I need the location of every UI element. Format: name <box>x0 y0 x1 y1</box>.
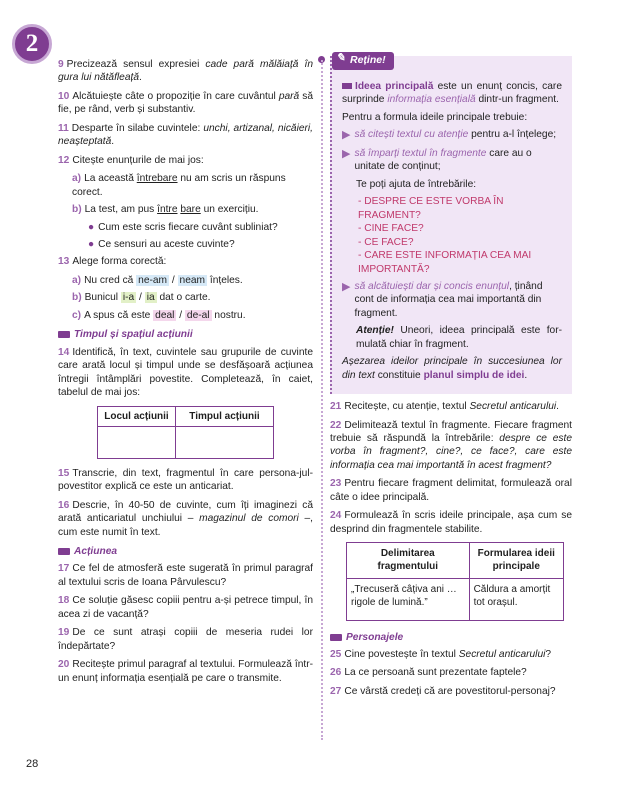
question-number: 18 <box>58 595 70 607</box>
option-2: neam <box>179 274 206 286</box>
fragment-table <box>346 542 564 620</box>
question-number: 24 <box>330 510 342 522</box>
arrow-icon: ▶ <box>342 280 351 293</box>
question-number: 15 <box>58 467 70 479</box>
question-12 <box>58 154 313 167</box>
attention-text: Uneori, ideea principală este for-mulată chiar în fragment. <box>356 325 562 350</box>
question-20 <box>58 658 313 685</box>
helper-question: - CINE FACE? <box>358 223 424 235</box>
question-text: Citește enunțurile de mai jos: <box>72 154 204 166</box>
arrow-text: pentru a-l înțelege; <box>468 129 557 141</box>
question-text: De ce sunt atrași copiii de meseria rudei lor îndepărtate? <box>58 627 313 652</box>
bullet-item <box>88 238 313 251</box>
question-text: Alcătuiește câte o propoziție în care cuvântul <box>72 90 279 102</box>
question-number: 16 <box>58 499 70 511</box>
question-italic: pară <box>278 90 300 102</box>
item-12b <box>72 203 313 216</box>
question-22 <box>330 419 572 473</box>
question-text: Alege forma corectă: <box>72 256 167 268</box>
question-number: 22 <box>330 419 342 431</box>
question-end: ? <box>545 649 552 661</box>
section-tag-icon <box>58 548 70 555</box>
section-title <box>58 328 313 341</box>
item-text: nostru. <box>211 309 246 321</box>
plan-text: . <box>524 369 528 381</box>
item-letter: a) <box>72 173 82 185</box>
question-21 <box>330 400 572 413</box>
question-text: Identifică, în text, cuvintele sau grupurile de cuvinte care arată locul și timpul unde se desfășoară acțiunea întregii întâmplări povestite. Completează, în caiet, tabelul de mai jos: <box>58 346 313 399</box>
bullet-item <box>88 221 313 234</box>
item-letter: b) <box>72 204 82 216</box>
question-end: . <box>111 136 115 148</box>
question-10 <box>58 90 313 117</box>
question-text: Formulează în scris ideile principale, așa cum se desprind din fragmentele stabilite. <box>330 510 572 535</box>
item-12a <box>72 172 313 199</box>
option-separator: / <box>176 309 185 321</box>
question-text: La ce persoană sunt prezentate faptele? <box>344 667 527 679</box>
arrow-italic: să împarți textul în fragmente <box>354 147 487 159</box>
bullet-icon: ● <box>88 238 95 250</box>
underlined-word: între <box>157 204 178 216</box>
item-13b <box>72 291 313 304</box>
table-header: Formularea ideii principale <box>469 543 563 578</box>
page-number: 28 <box>26 758 39 770</box>
item-letter: a) <box>72 274 82 286</box>
item-text: Bunicul <box>84 292 121 304</box>
question-number: 11 <box>58 122 69 134</box>
retine-label <box>332 52 394 70</box>
highlight-italic: informația esențială <box>387 94 476 106</box>
table-header: Delimitarea fragmentului <box>347 543 470 578</box>
arrow-text: care au o unitate de conținut; <box>354 147 532 173</box>
question-end: . <box>556 401 559 413</box>
question-14 <box>58 346 313 400</box>
helper-question: - DESPRE CE ESTE VORBA ÎN FRAGMENT? <box>358 196 504 221</box>
helper-question: - CE FACE? <box>358 236 414 248</box>
question-end: . <box>139 72 142 84</box>
arrow-italic: să citești textul cu atenție <box>354 129 469 141</box>
option-2: de-al <box>186 309 210 321</box>
arrow-item <box>342 147 562 174</box>
helper-questions <box>354 195 562 276</box>
question-text: Desparte în silabe cuvintele: <box>71 122 204 134</box>
table-cell <box>98 426 176 458</box>
right-column <box>330 52 572 703</box>
question-text: Pentru fiecare fragment delimitat, formulează oral câte o idee principală. <box>330 478 572 503</box>
definition-text: dintr-un fragment. <box>475 94 559 106</box>
table-header: Timpul acțiunii <box>176 406 274 426</box>
question-text: Ce soluție găsesc copiii pentru a-și petrece timpul, în acea zi de vacanță? <box>58 595 313 620</box>
item-13c <box>72 309 313 322</box>
column-divider <box>321 60 323 740</box>
question-26 <box>330 666 572 679</box>
highlight-term: Ideea principală <box>355 81 434 92</box>
bullet-text: Cum este scris fiecare cuvânt subliniat? <box>98 221 278 233</box>
helper-question: - CARE ESTE INFORMAȚIA CEA MAI IMPORTANTĂ? <box>358 250 532 275</box>
table-cell <box>176 426 274 458</box>
option-separator: / <box>136 292 145 304</box>
underlined-word: întrebare <box>136 173 178 185</box>
question-17 <box>58 562 313 589</box>
question-italic: Secretul anticarului <box>469 401 557 413</box>
arrow-text: , ținând cont de informația cea mai importantă din fragment. <box>354 280 543 319</box>
question-italic: Secretul anticarului <box>458 649 546 661</box>
question-number: 27 <box>330 685 342 697</box>
question-11 <box>58 122 313 149</box>
question-number: 26 <box>330 667 342 679</box>
item-letter: b) <box>72 292 82 304</box>
question-text: Transcrie, din text, fragmentul în care persona-jul-povestitor explică ce este un anticariat. <box>58 467 313 493</box>
question-italic: cade pară mălăiață în gura lui nătăfleață <box>58 59 313 84</box>
question-text: Cine povestește în textul <box>344 649 459 661</box>
question-number: 12 <box>58 154 70 166</box>
plan-text: constituie <box>374 369 424 381</box>
location-time-table <box>97 406 274 459</box>
option-separator: / <box>169 274 178 286</box>
option-1: ne-am <box>138 274 168 286</box>
pencil-icon: ✎ <box>336 52 346 64</box>
question-text: Descrie, în 40-50 de cuvinte, cum îți imaginezi că arată anticariatul unchiului – <box>58 499 313 525</box>
question-text: Recitește primul paragraf al textului. Formulează într-un enunț informația esențială pe care o transmite. <box>58 659 313 684</box>
question-number: 25 <box>330 649 342 661</box>
question-number: 19 <box>58 627 70 639</box>
question-end: să fie, pe rând, verb și substantiv. <box>58 90 314 116</box>
plan-italic: Așezarea ideilor principale în succesiunea lor din text <box>342 356 562 381</box>
left-column <box>58 58 313 690</box>
option-1: deal <box>155 309 175 321</box>
bullet-text: Ce sensuri au aceste cuvinte? <box>98 238 235 250</box>
arrow-item <box>342 280 562 320</box>
question-number: 23 <box>330 478 342 490</box>
section-title <box>58 545 313 558</box>
retine-label-text: Reține! <box>350 54 386 66</box>
question-number: 17 <box>58 563 70 575</box>
question-15 <box>58 467 313 494</box>
question-27 <box>330 685 572 698</box>
item-letter: c) <box>72 309 82 321</box>
question-end: –, cum este numit în text. <box>58 513 314 538</box>
question-text: Delimitează textul în fragmente. Fiecare fragment trebuie să răspundă la întrebările: <box>330 419 572 445</box>
item-text: înțeles. <box>207 274 243 286</box>
retine-box <box>330 52 572 394</box>
main-idea-definition <box>342 80 562 107</box>
question-number: 14 <box>58 346 70 358</box>
item-text: nu am scris un răspuns corect. <box>72 173 286 198</box>
instruction-text: Pentru a formula ideile principale trebuie: <box>342 111 528 123</box>
question-italic: magazinul de comori <box>199 513 299 525</box>
item-13a <box>72 274 313 287</box>
item-text: un exercițiu. <box>200 204 259 216</box>
question-number: 10 <box>58 90 70 102</box>
question-italic: despre ce este vorba în fragment?, cine?, ce face?, care este informația cea mai importantă în acest fragment? <box>330 433 572 471</box>
question-italic: unchi, artizanal, nicăieri, neașteptată <box>58 122 314 148</box>
section-tag-icon <box>330 634 342 641</box>
question-text: Precizează sensul expresiei <box>66 59 206 70</box>
arrow-item <box>342 128 562 143</box>
question-16 <box>58 499 313 539</box>
question-text: Ce vârstă credeți că are povestitorul-personaj? <box>344 685 556 697</box>
table-header: Locul acțiunii <box>98 406 176 426</box>
question-19 <box>58 626 313 653</box>
table-cell: „Trecuseră câțiva ani … rigole de lumină.” <box>347 578 470 620</box>
item-text: La test, am pus <box>84 204 158 216</box>
option-1: i-a <box>122 292 135 304</box>
question-number: 13 <box>58 256 70 268</box>
question-number: 21 <box>330 401 342 413</box>
question-25 <box>330 648 572 661</box>
item-text: A spus că este <box>84 309 154 321</box>
question-18 <box>58 594 313 621</box>
option-2: ia <box>146 292 155 304</box>
section-title <box>330 631 572 644</box>
section-tag-icon <box>58 331 70 338</box>
item-text: La această <box>84 173 137 185</box>
plan-term: planul simplu de idei <box>423 369 525 381</box>
attention-note <box>356 324 562 351</box>
section-title-text: Acțiunea <box>74 545 118 557</box>
definition-text: este un enunț concis, care surprinde <box>342 81 562 106</box>
section-title-text: Personajele <box>346 631 404 643</box>
table-cell: Căldura a amorțit tot orașul. <box>469 578 563 620</box>
question-13 <box>58 255 313 268</box>
item-text: dat o carte. <box>156 292 211 304</box>
section-title-text: Timpul și spațiul acțiunii <box>74 329 193 341</box>
question-24 <box>330 509 572 536</box>
item-text: Nu cred că <box>84 274 137 286</box>
arrow-icon: ▶ <box>342 129 351 142</box>
attention-label: Atenție! <box>356 325 394 337</box>
arrow-icon: ▶ <box>342 147 351 160</box>
bullet-icon: ● <box>88 221 95 233</box>
plan-note <box>342 355 562 382</box>
question-23 <box>330 477 572 504</box>
question-number: 9 <box>58 59 64 70</box>
question-9 <box>58 58 313 85</box>
question-number: 20 <box>58 659 70 671</box>
arrow-italic: să alcătuiești dar și concis enunțul <box>354 280 510 292</box>
underlined-word: bare <box>180 204 201 216</box>
question-text: Ce fel de atmosferă este sugerată în primul paragraf al textului scris de Ioana Pârvulescu? <box>58 563 313 588</box>
chapter-badge: 2 <box>12 24 52 64</box>
question-text: Recitește, cu atenție, textul <box>344 401 470 413</box>
help-text: Te poți ajuta de întrebările: <box>356 178 477 190</box>
section-tag-icon <box>342 83 352 89</box>
